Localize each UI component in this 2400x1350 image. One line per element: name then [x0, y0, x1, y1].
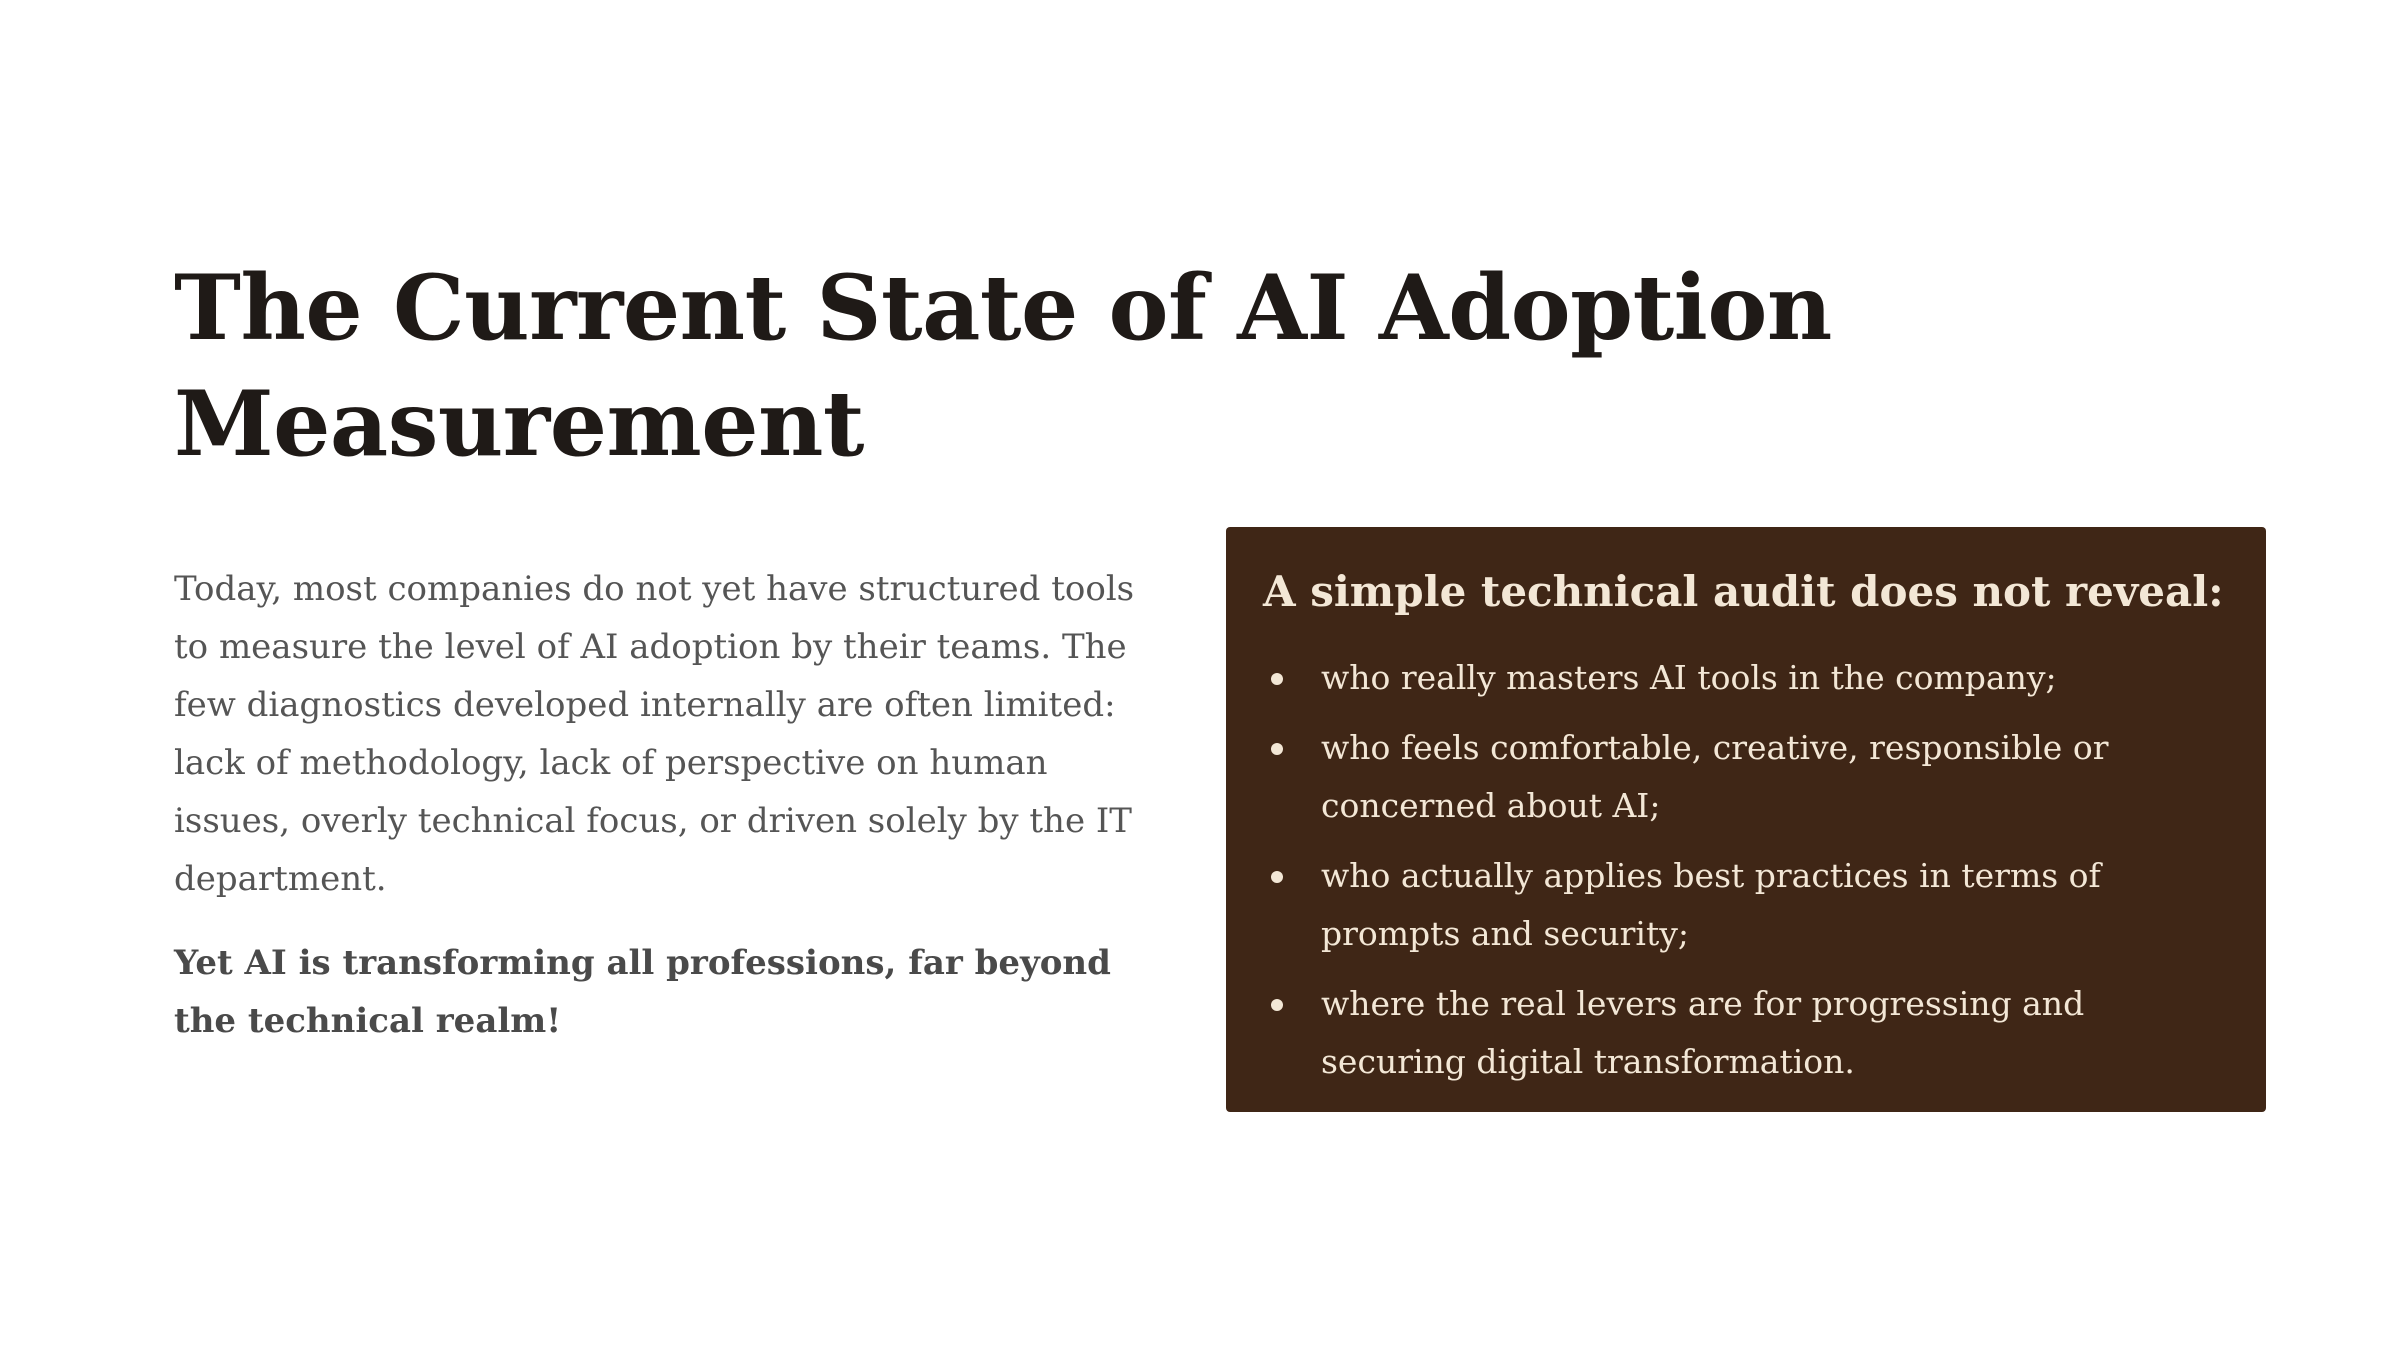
list-item-text: where the real levers are for progressing and securing digital transformation. — [1321, 984, 2085, 1081]
page-title: The Current State of AI Adoption Measurement — [174, 255, 1832, 477]
list-item — [1263, 649, 2230, 707]
list-item-text: who feels comfortable, creative, responsible or concerned about AI; — [1321, 728, 2109, 825]
bullet-icon — [1271, 673, 1283, 685]
list-item — [1263, 847, 2230, 963]
bullet-icon — [1271, 743, 1283, 755]
list-item — [1263, 975, 2230, 1091]
intro-paragraph: Today, most companies do not yet have structured tools to measure the level of AI adoption by their teams. The few diagnostics developed internally are often limited: lack of methodology, lack of perspective on human issues, overly technical focus, or driven solely by the IT department. — [174, 569, 1135, 899]
list-item-text: who actually applies best practices in terms of prompts and security; — [1321, 856, 2101, 953]
bullet-icon — [1271, 871, 1283, 883]
callout-box — [1226, 527, 2266, 1112]
emphasis-statement: Yet AI is transforming all professions, far beyond the technical realm! — [174, 943, 1111, 1041]
intro-column — [174, 560, 1164, 1050]
list-item — [1263, 719, 2230, 835]
callout-title: A simple technical audit does not reveal: — [1263, 567, 2224, 616]
list-item-text: who really masters AI tools in the company; — [1321, 658, 2057, 697]
callout-list — [1263, 649, 2230, 1091]
bullet-icon — [1271, 999, 1283, 1011]
